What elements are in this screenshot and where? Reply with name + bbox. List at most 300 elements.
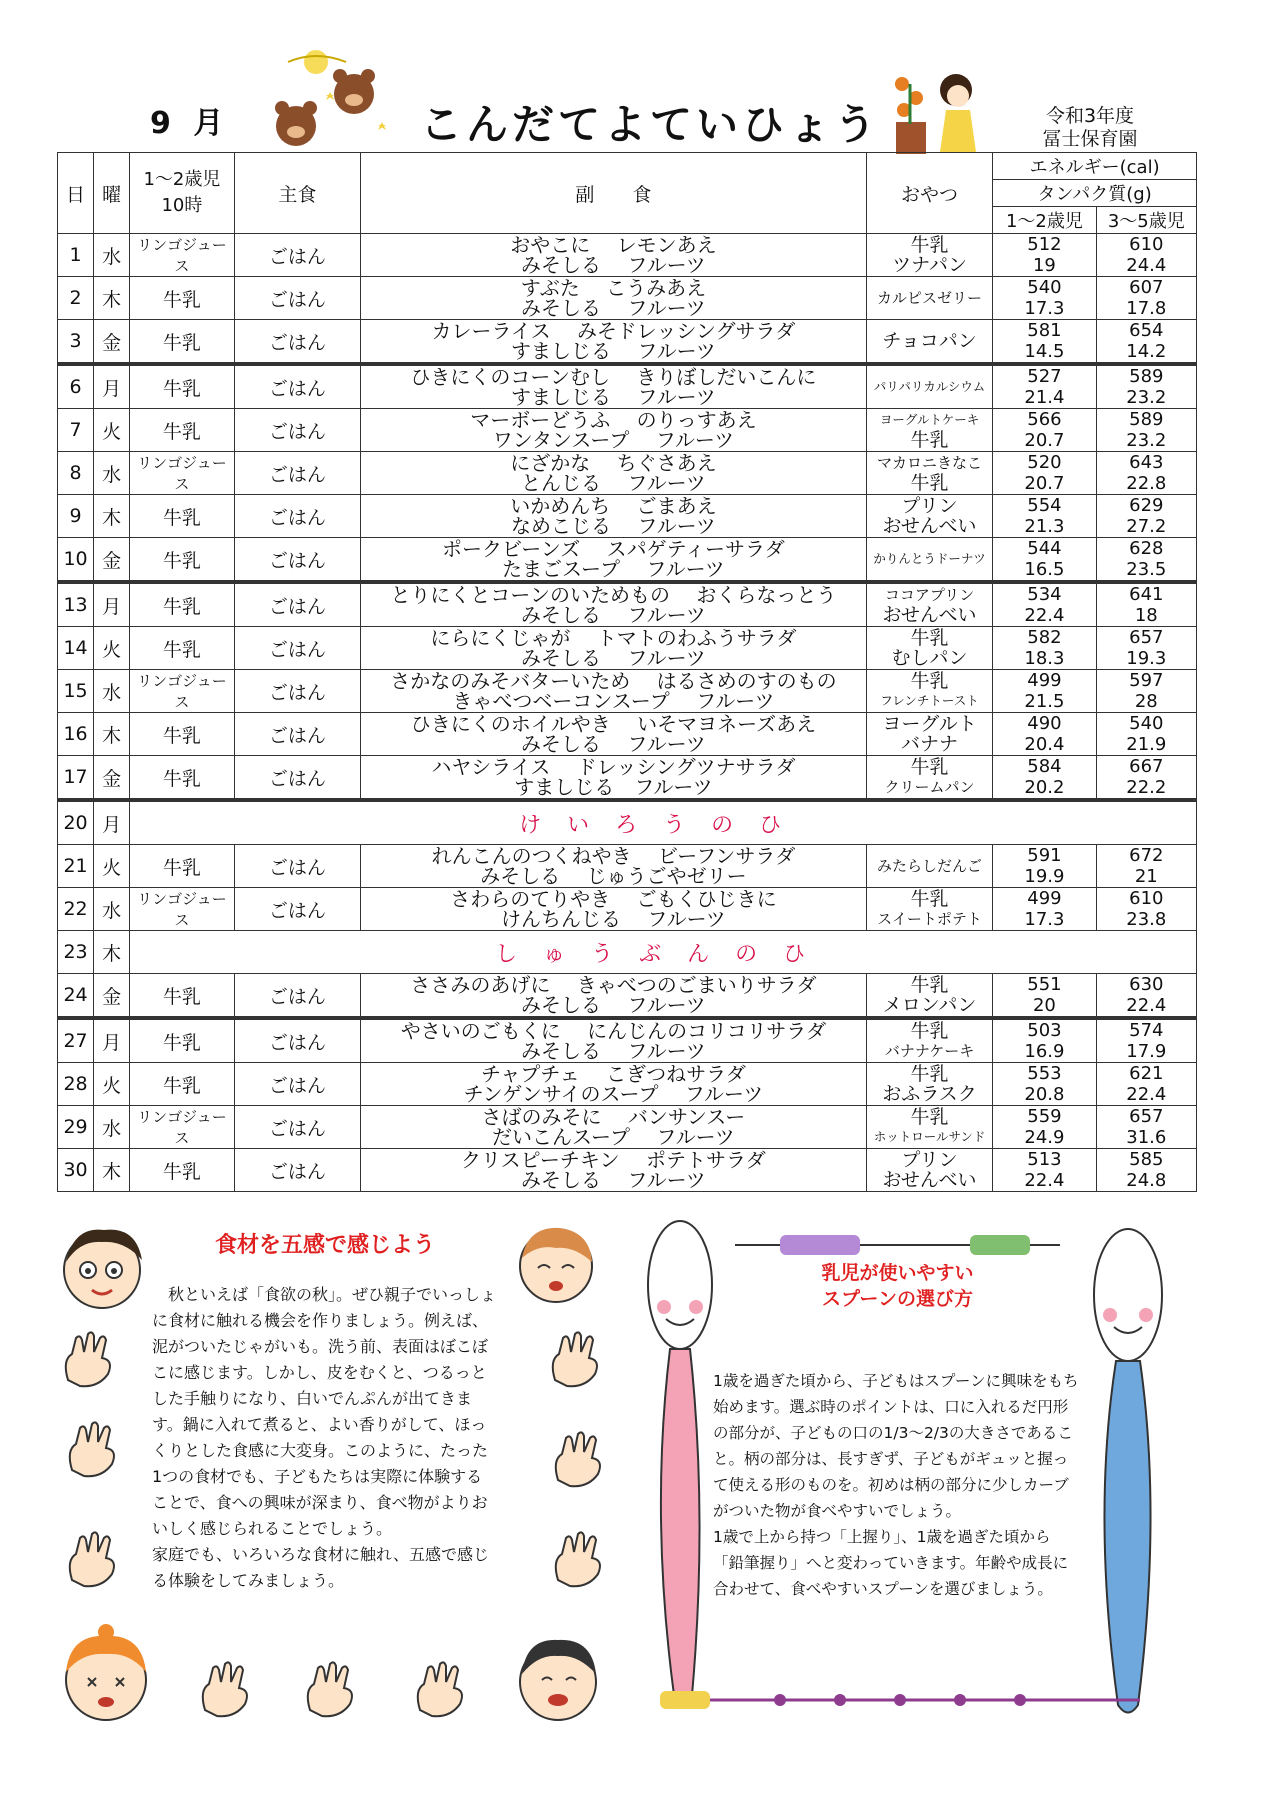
energy-value: 520 [1027,452,1062,473]
oyatsu-line-1: 牛乳 [910,1063,949,1085]
day-cell: 21 [58,845,94,888]
nutrition-age12-cell [993,627,1096,670]
table-row [58,582,1197,627]
oyatsu-cell [866,756,992,801]
energy-value: 610 [1129,888,1164,909]
nutrition-age12-cell [993,364,1096,409]
oyatsu-line-2: スイートポテト [877,910,982,928]
nutrition-age35-cell [1096,364,1196,409]
header-side: 副 食 [361,153,867,234]
side-dish-line-1: さかなのみそバターいため はるさめのすのもの [390,669,837,693]
snack10-cell: 牛乳 [130,713,234,756]
side-dish-line-1: さばのみそに バンサンスー [481,1105,746,1129]
side-dish-line-2: みそしる フルーツ [521,253,706,277]
weekday-cell: 水 [94,1106,130,1149]
energy-value: 582 [1027,627,1062,648]
side-dish-cell [361,1063,867,1106]
oyatsu-line-2: ツナパン [892,254,967,276]
snack10-cell: 牛乳 [130,974,234,1019]
weekday-cell: 火 [94,409,130,452]
oyatsu-line-2: メロンパン [882,994,977,1016]
table-row [58,538,1197,583]
oyatsu-line-1: 牛乳 [910,974,949,996]
protein-value: 20 [1032,995,1056,1016]
energy-value: 534 [1027,584,1062,605]
side-dish-line-1: カレーライス みそドレッシングサラダ [431,319,796,343]
nutrition-age35-cell [1096,452,1196,495]
nutrition-age12-cell [993,582,1096,627]
oyatsu-line-2: 牛乳 [910,429,949,451]
oyatsu-line-2: おせんべい [882,1169,977,1191]
nutrition-age12-cell [993,1063,1096,1106]
side-dish-cell [361,452,867,495]
snack10-cell: 牛乳 [130,495,234,538]
energy-value: 589 [1129,409,1164,430]
energy-value: 672 [1129,845,1164,866]
staple-cell: ごはん [234,1018,360,1063]
protein-value: 19.3 [1126,648,1167,669]
day-cell: 29 [58,1106,94,1149]
table-row [58,320,1197,365]
snack10-cell: 牛乳 [130,409,234,452]
side-dish-line-1: ひきにくのコーンむし きりぼしだいこんに [410,365,817,389]
oyatsu-line-1: ヨーグルトケーキ [879,412,980,427]
hand-icon [62,1530,122,1590]
energy-value: 554 [1027,495,1062,516]
side-dish-line-1: ハヤシライス ドレッシングツナサラダ [431,755,796,779]
section2-paragraph-1: 1歳を過ぎた頃から、子どもはスプーンに興味をもち始めます。選ぶ時のポイントは、口に入れるだ円形の部分が、子どもの口の1/3～2/3の大きさであること。柄の部分は、長すぎず、子どもがギュッと握って使える形のものを。初めは柄の部分に少しカーブがついた物が食べやすいでしょう。 [713,1372,1079,1520]
side-dish-line-1: にざかな ちぐさあえ [510,451,717,475]
protein-value: 22.8 [1126,473,1167,494]
section1-title: 食材を五感で感じよう [215,1233,436,1258]
side-dish-line-2: きゃべつベーコンスープ フルーツ [452,689,775,713]
protein-value: 17.3 [1024,298,1065,319]
nutrition-age35-cell [1096,234,1196,277]
oyatsu-cell [866,1018,992,1063]
side-dish-line-2: チンゲンサイのスープ フルーツ [463,1082,764,1106]
header-snack10: 1～2歳児 10時 [130,153,234,234]
energy-value: 621 [1129,1063,1164,1084]
oyatsu-cell [866,538,992,583]
nutrition-age12-cell [993,234,1096,277]
protein-value: 22.4 [1024,1170,1065,1191]
snack10-cell: リンゴジュース [130,888,234,931]
snack10-cell: 牛乳 [130,277,234,320]
nutrition-age35-cell [1096,888,1196,931]
menu-table [57,152,1197,1192]
protein-value: 22.4 [1024,605,1065,626]
hand-icon [62,1420,122,1480]
weekday-cell: 金 [94,538,130,583]
protein-value: 20.4 [1024,734,1065,755]
nutrition-age35-cell [1096,538,1196,583]
weekday-cell: 木 [94,1149,130,1192]
oyatsu-cell [866,277,992,320]
staple-cell: ごはん [234,1106,360,1149]
protein-value: 20.7 [1024,473,1065,494]
protein-value: 20.2 [1024,777,1065,798]
protein-value: 22.4 [1126,1084,1167,1105]
energy-value: 551 [1027,974,1062,995]
nutrition-age35-cell [1096,670,1196,713]
oyatsu-line-2: バナナケーキ [884,1042,975,1060]
side-dish-line-1: やさいのごもくに にんじんのコリコリサラダ [400,1019,827,1043]
side-dish-cell [361,756,867,801]
weekday-cell: 火 [94,1063,130,1106]
day-cell: 16 [58,713,94,756]
side-dish-line-1: クリスピーチキン ポテトサラダ [461,1148,766,1172]
energy-value: 527 [1027,366,1062,387]
side-dish-line-2: みそしる フルーツ [521,603,706,627]
snack10-cell: 牛乳 [130,756,234,801]
school-name: 冨士保育園 [1042,128,1138,150]
side-dish-cell [361,364,867,409]
staple-cell: ごはん [234,845,360,888]
hand-icon [410,1660,470,1720]
side-dish-line-2: だいこんスープ フルーツ [492,1125,735,1149]
staple-cell: ごはん [234,974,360,1019]
energy-value: 544 [1027,538,1062,559]
weekday-cell: 月 [94,1018,130,1063]
protein-value: 16.9 [1024,1041,1065,1062]
side-dish-line-2: みそしる フルーツ [521,732,706,756]
weekday-cell: 水 [94,234,130,277]
nutrition-age35-cell [1096,277,1196,320]
page-title: こんだてよていひょう [420,100,881,149]
header-energy: エネルギー(cal) [993,153,1197,180]
nutrition-age12-cell [993,409,1096,452]
side-dish-line-2: みそしる フルーツ [521,993,706,1017]
energy-value: 512 [1027,234,1062,255]
oyatsu-line-1: ココアプリン [884,586,975,604]
staple-cell: ごはん [234,756,360,801]
girl-flowers-icon [888,64,993,159]
oyatsu-line-1: 牛乳 [910,627,949,649]
nutrition-age12-cell [993,452,1096,495]
side-dish-line-1: にらにくじゃが トマトのわふうサラダ [430,626,797,650]
table-row [58,364,1197,409]
oyatsu-line-1: カルピスゼリー [877,289,983,307]
snack10-cell: 牛乳 [130,1018,234,1063]
oyatsu-line-2: バナナ [901,733,959,755]
nutrition-age12-cell [993,713,1096,756]
side-dish-line-1: ポークビーンズ スパゲティーサラダ [442,537,785,561]
side-dish-line-1: とりにくとコーンのいためもの おくらなっとう [390,583,837,607]
energy-value: 503 [1027,1020,1062,1041]
energy-value: 641 [1129,584,1164,605]
snack10-cell: 牛乳 [130,845,234,888]
protein-value: 23.5 [1126,559,1167,580]
energy-value: 499 [1027,670,1062,691]
protein-value: 22.2 [1126,777,1167,798]
child-face-icon [52,1620,162,1730]
day-cell: 3 [58,320,94,365]
oyatsu-cell [866,845,992,888]
header-staple: 主食 [234,153,360,234]
table-row [58,495,1197,538]
energy-value: 607 [1129,277,1164,298]
staple-cell: ごはん [234,234,360,277]
table-row [58,234,1197,277]
hand-icon [300,1660,360,1720]
nutrition-age12-cell [993,974,1096,1019]
oyatsu-line-2: ホットロールサンド [873,1129,986,1144]
snack10-cell: 牛乳 [130,1149,234,1192]
day-cell: 28 [58,1063,94,1106]
oyatsu-line-1: 牛乳 [910,756,949,778]
side-dish-cell [361,582,867,627]
oyatsu-cell [866,409,992,452]
weekday-cell: 火 [94,845,130,888]
nutrition-age12-cell [993,1149,1096,1192]
hand-icon [195,1660,255,1720]
protein-value: 21.9 [1126,734,1167,755]
side-dish-line-2: みそしる フルーツ [521,1039,706,1063]
day-cell: 2 [58,277,94,320]
protein-value: 18 [1134,605,1158,626]
staple-cell: ごはん [234,713,360,756]
day-cell: 7 [58,409,94,452]
snack10-cell: リンゴジュース [130,670,234,713]
side-dish-cell [361,1106,867,1149]
protein-value: 14.5 [1024,341,1065,362]
weekday-cell: 木 [94,713,130,756]
table-header-row [58,153,1197,180]
oyatsu-cell [866,1149,992,1192]
day-cell: 22 [58,888,94,931]
protein-value: 17.3 [1024,909,1065,930]
oyatsu-line-1: マカロニきなこ [877,454,983,472]
oyatsu-line-2: おせんべい [882,604,977,626]
energy-value: 628 [1129,538,1164,559]
nutrition-age35-cell [1096,627,1196,670]
snack10-cell: リンゴジュース [130,1106,234,1149]
energy-value: 643 [1129,452,1164,473]
protein-value: 14.2 [1126,341,1167,362]
protein-value: 18.3 [1024,648,1065,669]
energy-value: 574 [1129,1020,1164,1041]
protein-value: 21.4 [1024,387,1065,408]
hand-icon [545,1330,605,1390]
side-dish-line-2: すましじる フルーツ [511,339,716,363]
table-row [58,931,1197,974]
section2-title-line2: スプーンの選び方 [821,1288,974,1310]
staple-cell: ごはん [234,320,360,365]
child-face-icon [508,1628,608,1728]
header-protein: タンパク質(g) [993,180,1197,207]
protein-value: 24.8 [1126,1170,1167,1191]
table-row [58,845,1197,888]
staple-cell: ごはん [234,582,360,627]
staple-cell: ごはん [234,670,360,713]
table-row [58,277,1197,320]
hand-icon [58,1330,118,1390]
energy-value: 589 [1129,366,1164,387]
weekday-cell: 金 [94,756,130,801]
table-row [58,888,1197,931]
side-dish-cell [361,320,867,365]
energy-value: 581 [1027,320,1062,341]
snack10-cell: リンゴジュース [130,234,234,277]
nutrition-age35-cell [1096,320,1196,365]
protein-value: 20.8 [1024,1084,1065,1105]
oyatsu-line-1: チョコパン [882,330,977,352]
side-dish-line-2: ワンタンスープ フルーツ [492,428,735,452]
protein-value: 19.9 [1024,866,1065,887]
nutrition-age35-cell [1096,495,1196,538]
header-weekday: 曜 [94,153,130,234]
oyatsu-cell [866,670,992,713]
weekday-cell: 水 [94,670,130,713]
oyatsu-line-2: フレンチトースト [880,693,979,708]
protein-value: 17.9 [1126,1041,1167,1062]
oyatsu-line-2: おせんべい [882,515,977,537]
table-row [58,1149,1197,1192]
oyatsu-cell [866,364,992,409]
oyatsu-line-1: かりんとうドーナツ [873,551,986,566]
oyatsu-line-1: 牛乳 [910,234,949,256]
protein-value: 21.3 [1024,516,1065,537]
side-dish-line-2: とんじる フルーツ [521,471,706,495]
day-cell: 6 [58,364,94,409]
side-dish-cell [361,495,867,538]
oyatsu-cell [866,974,992,1019]
side-dish-cell [361,713,867,756]
table-row [58,756,1197,801]
protein-value: 19 [1032,255,1056,276]
oyatsu-line-1: 牛乳 [910,1106,949,1128]
staple-cell: ごはん [234,538,360,583]
nutrition-age12-cell [993,320,1096,365]
nutrition-age12-cell [993,1106,1096,1149]
energy-value: 553 [1027,1063,1062,1084]
energy-value: 629 [1129,495,1164,516]
energy-value: 657 [1129,627,1164,648]
weekday-cell: 火 [94,627,130,670]
holiday-cell: しゅうぶんのひ [130,931,1197,974]
nutrition-age35-cell [1096,974,1196,1019]
nutrition-age35-cell [1096,713,1196,756]
nutrition-age35-cell [1096,756,1196,801]
side-dish-line-1: ささみのあげに きゃべつのごまいりサラダ [410,973,817,997]
oyatsu-line-1: 牛乳 [910,670,949,692]
side-dish-line-2: けんちんじる フルーツ [501,907,726,931]
table-row [58,800,1197,845]
side-dish-line-2: すましじる フルーツ [511,385,716,409]
holiday-cell: けいろうのひ [130,800,1197,845]
side-dish-cell [361,277,867,320]
day-cell: 17 [58,756,94,801]
protein-value: 23.2 [1126,430,1167,451]
oyatsu-line-2: 牛乳 [910,472,949,494]
oyatsu-cell [866,713,992,756]
nutrition-age35-cell [1096,845,1196,888]
side-dish-cell [361,538,867,583]
nutrition-age35-cell [1096,409,1196,452]
weekday-cell: 木 [94,931,130,974]
energy-value: 591 [1027,845,1062,866]
oyatsu-line-2: おふラスク [882,1083,977,1105]
oyatsu-line-1: 牛乳 [910,888,949,910]
side-dish-cell [361,974,867,1019]
section2-body [713,1368,1081,1602]
side-dish-line-1: さわらのてりやき ごもくひじきに [450,887,777,911]
child-face-icon [54,1218,154,1318]
side-dish-cell [361,670,867,713]
energy-value: 566 [1027,409,1062,430]
oyatsu-cell [866,582,992,627]
day-cell: 14 [58,627,94,670]
weekday-cell: 月 [94,364,130,409]
section1-body [152,1282,497,1594]
side-dish-line-1: れんこんのつくねやき ビーフンサラダ [431,844,796,868]
side-dish-line-2: みそしる フルーツ [521,646,706,670]
hand-icon [548,1430,608,1490]
energy-value: 559 [1027,1106,1062,1127]
energy-value: 540 [1027,277,1062,298]
header-info [1020,105,1160,151]
oyatsu-cell [866,234,992,277]
header-oyatsu: おやつ [866,153,992,234]
staple-cell: ごはん [234,409,360,452]
protein-value: 21.5 [1024,691,1065,712]
oyatsu-line-2: クリームパン [884,778,975,796]
side-dish-line-1: いかめんち ごまあえ [510,494,717,518]
nutrition-age12-cell [993,538,1096,583]
side-dish-cell [361,888,867,931]
nutrition-age35-cell [1096,1106,1196,1149]
staple-cell: ごはん [234,1063,360,1106]
side-dish-line-1: ひきにくのホイルやき いそマヨネーズあえ [410,712,817,736]
day-cell: 23 [58,931,94,974]
side-dish-line-2: みそしる じゅうごやゼリー [480,864,747,888]
table-row [58,670,1197,713]
oyatsu-cell [866,627,992,670]
day-cell: 1 [58,234,94,277]
month-label: 9 月 [150,106,230,141]
side-dish-cell [361,409,867,452]
staple-cell: ごはん [234,452,360,495]
header-age35: 3～5歳児 [1096,207,1196,234]
staple-cell: ごはん [234,1149,360,1192]
table-row [58,627,1197,670]
energy-value: 585 [1129,1149,1164,1170]
side-dish-cell [361,627,867,670]
protein-value: 24.4 [1126,255,1167,276]
side-dish-cell [361,1149,867,1192]
bears-moon-icon [268,48,398,158]
weekday-cell: 水 [94,452,130,495]
staple-cell: ごはん [234,627,360,670]
side-dish-line-2: すましじる フルーツ [514,775,713,799]
protein-value: 28 [1134,691,1158,712]
nutrition-age12-cell [993,756,1096,801]
oyatsu-cell [866,495,992,538]
staple-cell: ごはん [234,364,360,409]
side-dish-cell [361,234,867,277]
side-dish-line-2: みそしる フルーツ [521,296,706,320]
fiscal-year: 令和3年度 [1045,105,1135,127]
nutrition-age12-cell [993,1018,1096,1063]
nutrition-age35-cell [1096,1149,1196,1192]
protein-value: 31.6 [1126,1127,1167,1148]
oyatsu-cell [866,1106,992,1149]
weekday-cell: 金 [94,320,130,365]
table-row [58,974,1197,1019]
nutrition-age12-cell [993,495,1096,538]
table-row [58,452,1197,495]
side-dish-line-2: みそしる フルーツ [521,1168,706,1192]
